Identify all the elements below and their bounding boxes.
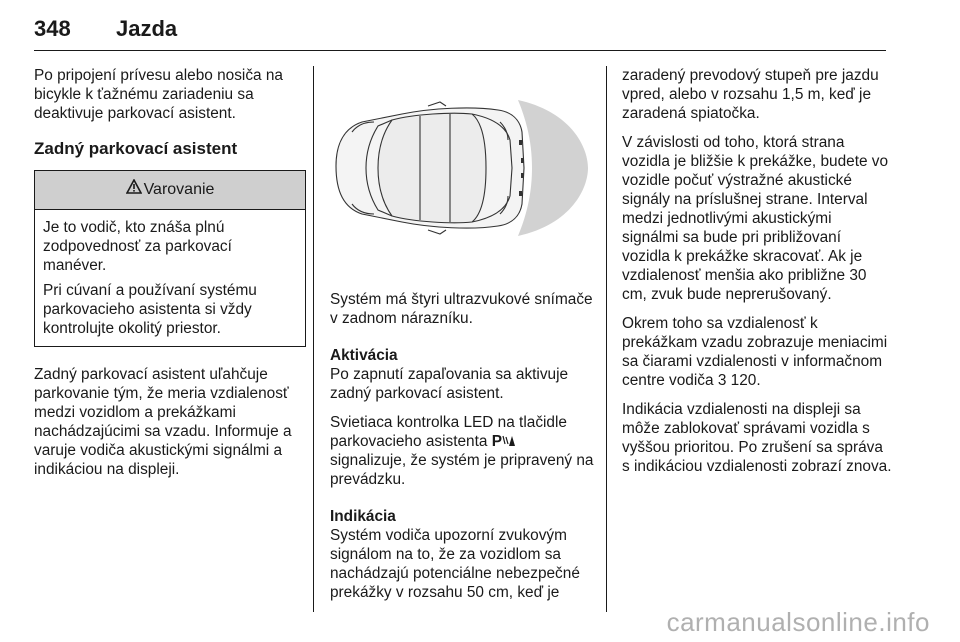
indication-text: Systém vodiča upozorní zvukovým signálom na to, že za vozidlom sa nachádzajú potenciálne nebezpečné prekážky v rozsahu 50 cm, keď je xyxy=(330,527,580,601)
column-divider-2 xyxy=(606,66,607,612)
section-title: Jazda xyxy=(116,16,178,41)
column-middle xyxy=(330,290,600,602)
warning-paragraph-1: Je to vodič, kto znáša plnú zodpovednosť za parkovací manéver. xyxy=(43,219,232,274)
warning-paragraph-2: Pri cúvaní a používaní systému parkovacieho asistenta si vždy kontrolujte okolitý priestor. xyxy=(43,282,257,337)
right-paragraph-3: Okrem toho sa vzdialenosť k prekážkam vzadu zobrazuje meniacimi sa čiarami vzdialenosti v informačnom centre vodiča 3 120. xyxy=(622,315,888,389)
indication-heading: Indikácia xyxy=(330,508,396,525)
activation-text: Po zapnutí zapaľovania sa aktivuje zadný parkovací asistent. xyxy=(330,366,569,402)
intro-paragraph: Po pripojení prívesu alebo nosiča na bicykle k ťažnému zariadeniu sa deaktivuje parkovací asistent. xyxy=(34,67,283,122)
parking-sensor-illustration xyxy=(322,62,598,274)
right-paragraph-2: V závislosti od toho, ktorá strana vozidla je bližšie k prekážke, budete vo vozidle počuť výstražné akustické signály na príslušnej strane. Interval medzi jednotlivými akustickými signálmi sa bude pri približovaní vozidla k prekážke skracovať. Ak je vzdialenosť menšia ako približne 30 cm, zvuk bude neprerušovaný. xyxy=(622,134,889,303)
park-assist-icon: P xyxy=(492,433,516,450)
watermark: carmanualsonline.info xyxy=(666,607,930,637)
rear-park-assist-heading: Zadný parkovací asistent xyxy=(34,139,238,158)
warning-header xyxy=(35,171,305,210)
led-text-start: Svietiaca kontrolka LED na tlačidle parkovacieho asistenta xyxy=(330,414,567,450)
right-paragraph-4: Indikácia vzdialenosti na displeji sa môže zablokovať správami vozidla s vyššou prioritou. Po zrušení sa správa s indikáciou vzdialenosti zobrazí znova. xyxy=(622,401,892,475)
column-right xyxy=(622,66,892,476)
page-number: 348 xyxy=(34,16,71,41)
right-paragraph-1: zaradený prevodový stupeň pre jazdu vpred, alebo v rozsahu 1,5 m, keď je zaradená spiatočka. xyxy=(622,67,879,122)
page-reference[interactable]: 3 120. xyxy=(717,372,761,389)
warning-triangle-icon xyxy=(126,171,142,209)
activation-heading: Aktivácia xyxy=(330,347,398,364)
warning-body xyxy=(35,210,305,346)
column-left xyxy=(34,66,306,479)
figure-caption: Systém má štyri ultrazvukové snímače v zadnom nárazníku. xyxy=(330,291,593,327)
warning-title: Varovanie xyxy=(143,181,215,199)
column-divider-1 xyxy=(313,66,314,612)
led-paragraph xyxy=(330,413,600,489)
description-paragraph: Zadný parkovací asistent uľahčuje parkovanie tým, že meria vzdialenosť medzi vozidlom a prekážkami nachádzajúcimi sa vzadu. Informuje a varuje vodiča akustickými signálmi a indikáciou na displeji. xyxy=(34,366,292,478)
led-text-end: signalizuje, že systém je pripravený na prevádzku. xyxy=(330,452,594,488)
warning-box xyxy=(34,170,306,347)
page-header xyxy=(34,4,886,51)
